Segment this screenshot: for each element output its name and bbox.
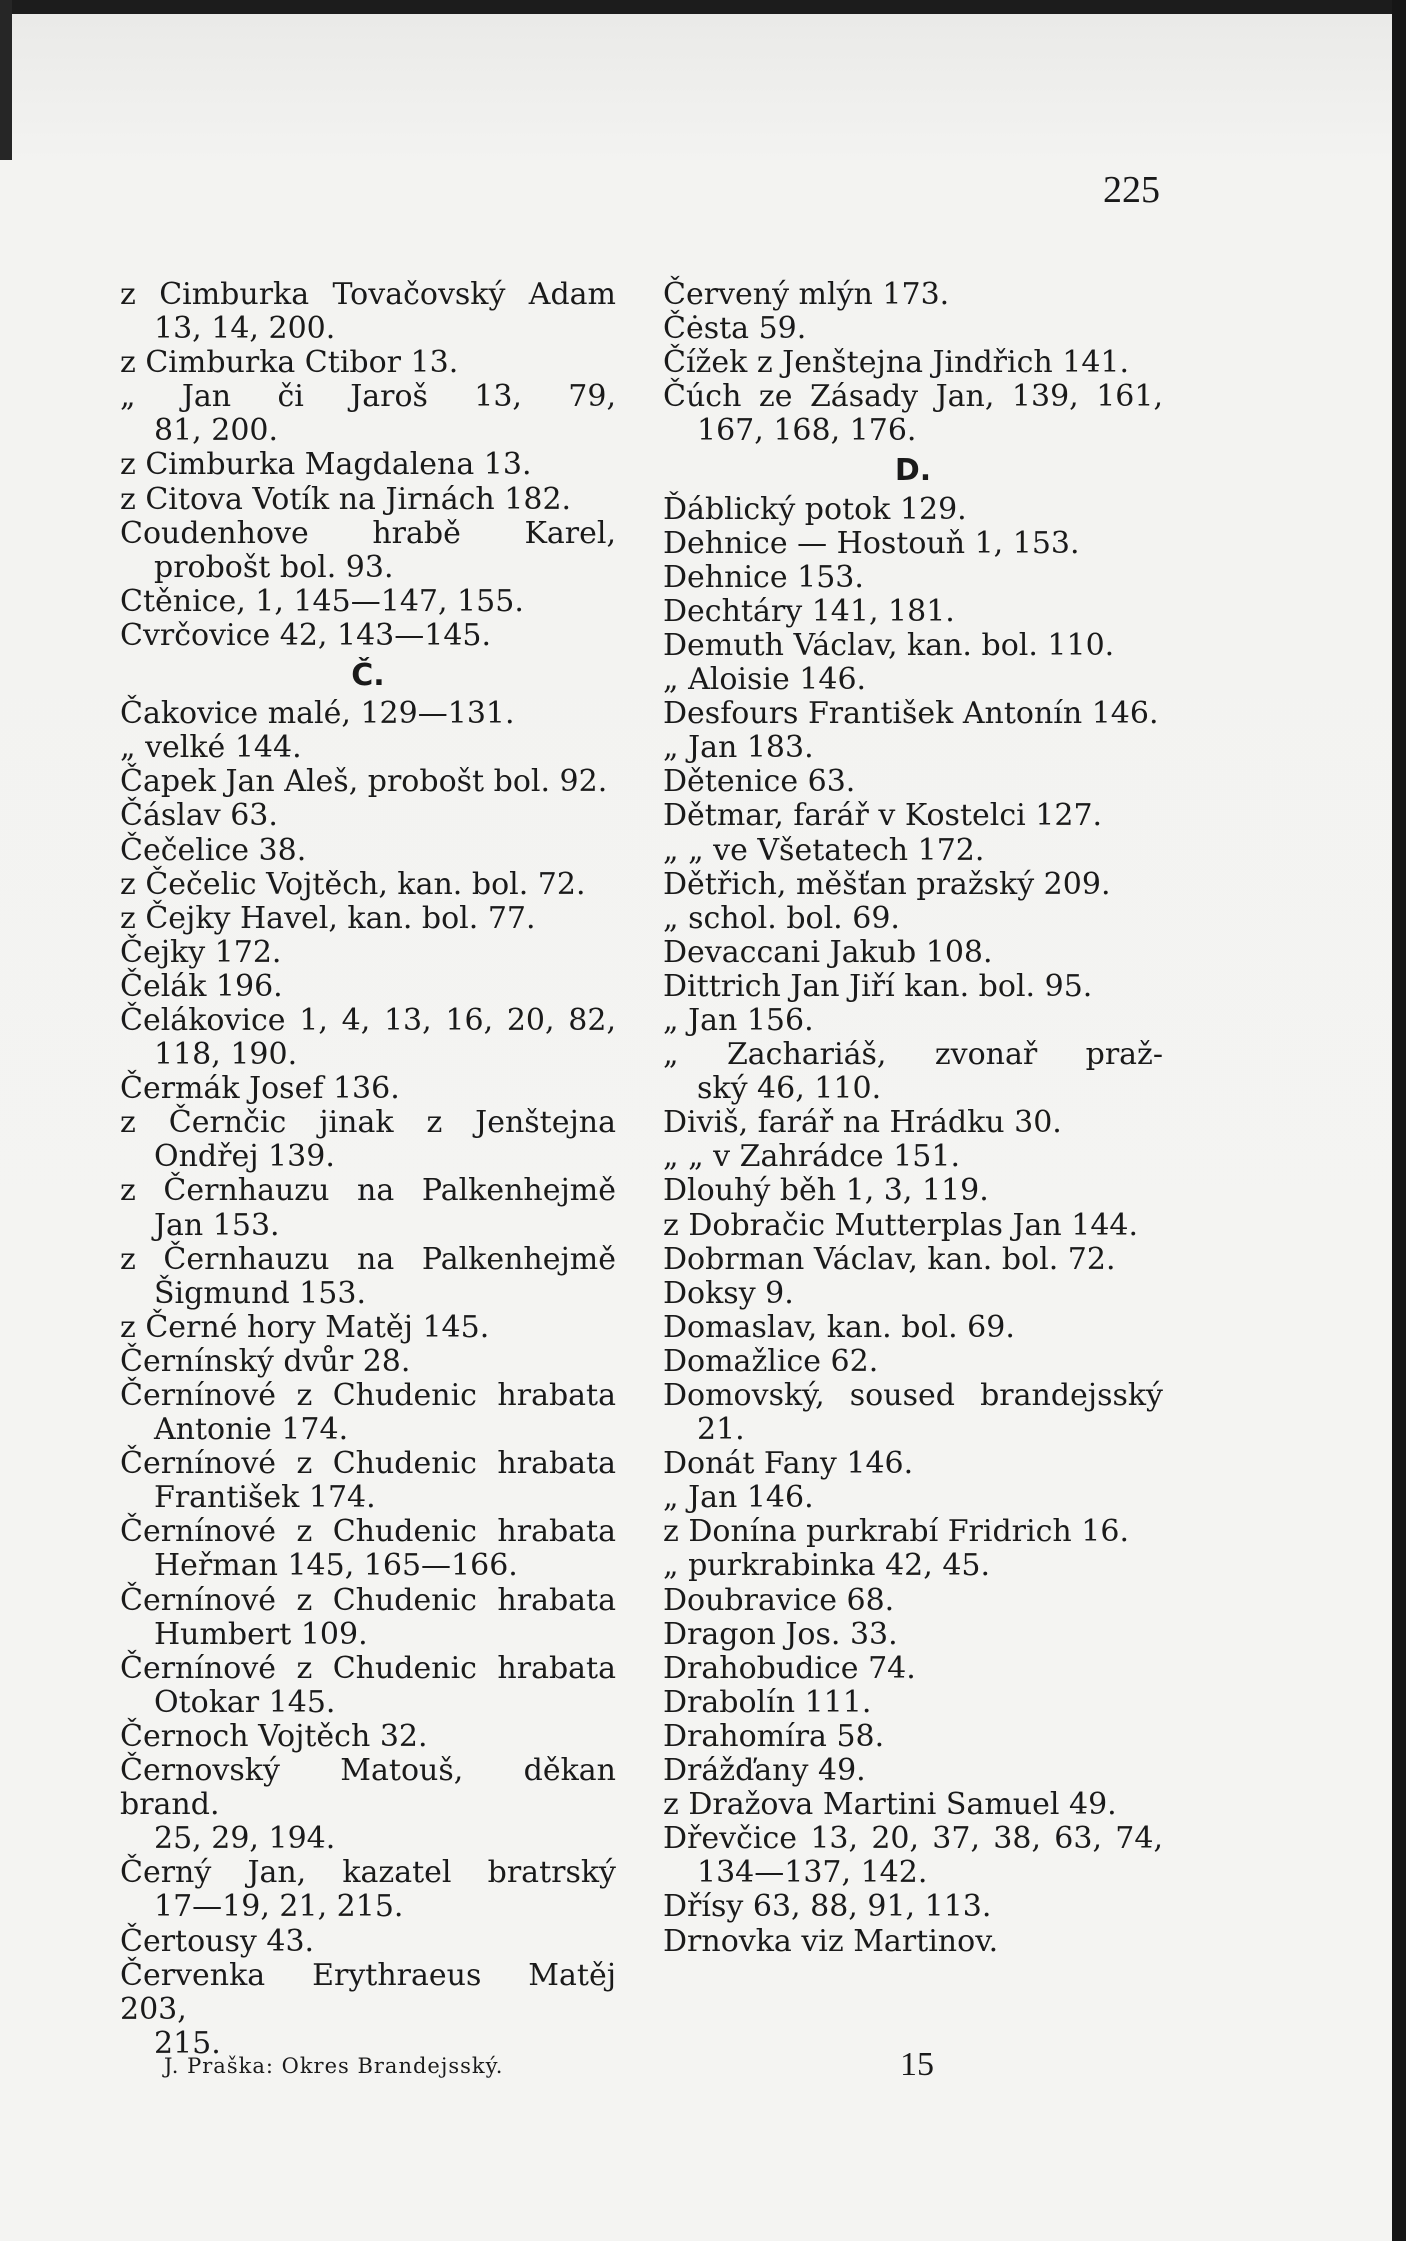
index-entry-continuation: 81, 200.	[154, 413, 279, 449]
index-entry-text: „ Aloisie 146.	[663, 662, 867, 698]
index-entry-text: Doubravice 68.	[663, 1582, 895, 1618]
index-column-left	[120, 278, 616, 2061]
index-entry	[663, 278, 1163, 312]
index-entry-text: „ Jan 183.	[663, 730, 814, 766]
index-entry-text: „ Jan či Jaroš 13, 79,	[120, 379, 616, 415]
index-entry-text: z Čečelic Vojtěch, kan. bol. 72.	[120, 866, 586, 902]
index-entry	[120, 278, 616, 346]
index-entry-continuation: Heřman 145, 165—166.	[154, 1548, 518, 1584]
index-entry	[663, 936, 1163, 970]
index-entry-text: Dětenice 63.	[663, 764, 856, 800]
index-entry-text: Domovský, soused brandejsský	[663, 1378, 1163, 1413]
index-entry	[663, 1515, 1163, 1549]
index-entry	[120, 1106, 616, 1174]
index-entry-continuation: 134—137, 142.	[697, 1855, 928, 1891]
index-entry-continuation: 118, 190.	[154, 1037, 298, 1073]
index-entry	[120, 731, 616, 765]
index-entry	[120, 585, 616, 619]
index-entry	[663, 834, 1163, 868]
index-entry-continuation: Otokar 145.	[154, 1684, 336, 1720]
index-entry-continuation: 17—19, 21, 215.	[154, 1889, 404, 1925]
index-entry	[120, 1584, 616, 1652]
index-entry-text: Ďáblický potok 129.	[663, 491, 967, 527]
index-entry	[663, 731, 1163, 765]
index-entry-continuation: Šigmund 153.	[154, 1275, 366, 1311]
index-entry	[663, 1174, 1163, 1208]
index-entry-text: z Černhauzu na Palkenhejmě	[120, 1241, 616, 1277]
index-entry-text: Dřísy 63, 88, 91, 113.	[663, 1889, 992, 1925]
index-entry-text: Čėsta 59.	[663, 311, 807, 347]
index-entry	[663, 629, 1163, 663]
index-entry	[663, 663, 1163, 697]
index-entry-text: Čermák Josef 136.	[120, 1071, 400, 1107]
index-entry-text: Černínové z Chudenic hrabata	[120, 1446, 616, 1482]
index-entry-text: Černínský dvůr 28.	[120, 1343, 411, 1379]
index-entry-text: „ „ v Zahrádce 151.	[663, 1139, 961, 1175]
index-entry	[663, 1140, 1163, 1174]
index-entry	[120, 1447, 616, 1515]
index-entry-text: Drabolín 111.	[663, 1684, 872, 1720]
index-entry-text: Černínové z Chudenic hrabata	[120, 1650, 616, 1686]
index-entry-text: z Dobračic Mutterplas Jan 144.	[663, 1207, 1139, 1243]
index-column-right	[663, 278, 1163, 1959]
index-entry-text: Černínové z Chudenic hrabata	[120, 1514, 616, 1550]
index-entry-text: „ „ ve Všetatech 172.	[663, 832, 985, 868]
index-entry-text: Čížek z Jenštejna Jindřich 141.	[663, 345, 1130, 381]
index-entry-text: Demuth Václav, kan. bol. 110.	[663, 627, 1115, 663]
index-entry-text: Čelákovice 1, 4, 13, 16, 20, 82,	[120, 1002, 616, 1038]
index-entry	[120, 1072, 616, 1106]
index-entry-text: Dechtáry 141, 181.	[663, 593, 955, 629]
index-entry	[663, 1925, 1163, 1959]
index-entry	[663, 493, 1163, 527]
page-number: 225	[1103, 169, 1160, 211]
index-entry	[663, 380, 1163, 448]
index-entry-text: Devaccani Jakub 108.	[663, 934, 993, 970]
index-entry-text: Čečelice 38.	[120, 832, 307, 868]
index-entry	[663, 1686, 1163, 1720]
index-entry-text: Dehnice 153.	[663, 559, 864, 595]
index-entry-text: Dětřich, měšťan pražský 209.	[663, 866, 1111, 902]
index-entry-text: Ctěnice, 1, 145—147, 155.	[120, 583, 524, 619]
index-entry-text: Dehnice — Hostouň 1, 153.	[663, 525, 1080, 561]
index-entry-text: Cvrčovice 42, 143—145.	[120, 617, 492, 653]
index-entry	[663, 346, 1163, 380]
index-entry-text: Dobrman Václav, kan. bol. 72.	[663, 1241, 1116, 1277]
index-entry	[663, 527, 1163, 561]
index-entry	[663, 1584, 1163, 1618]
index-entry	[120, 1720, 616, 1754]
index-entry-text: Čertousy 43.	[120, 1923, 315, 1959]
index-entry	[663, 1720, 1163, 1754]
index-entry	[663, 1106, 1163, 1140]
index-entry-text: Dragon Jos. 33.	[663, 1616, 898, 1652]
index-entry	[663, 1822, 1163, 1890]
index-entry-continuation: ský 46, 110.	[697, 1071, 882, 1107]
index-entry-text: Dlouhý běh 1, 3, 119.	[663, 1173, 989, 1209]
index-entry-text: „ Jan 156.	[663, 1002, 814, 1038]
index-entry-text: Coudenhove hrabě Karel,	[120, 515, 616, 551]
index-entry	[663, 970, 1163, 1004]
index-entry	[120, 1174, 616, 1242]
index-entry	[120, 799, 616, 833]
index-entry-text: Čúch ze Zásady Jan, 139, 161,	[663, 379, 1163, 415]
index-entry	[120, 380, 616, 448]
index-entry	[120, 936, 616, 970]
index-entry-text: Černínové z Chudenic hrabata	[120, 1378, 616, 1413]
index-entry-text: z Donína purkrabí Fridrich 16.	[663, 1514, 1129, 1550]
index-entry	[120, 970, 616, 1004]
index-entry	[120, 483, 616, 517]
index-entry	[120, 1515, 616, 1583]
index-entry	[663, 1652, 1163, 1686]
index-entry	[663, 697, 1163, 731]
index-entry	[120, 868, 616, 902]
index-entry-text: z Dražova Martini Samuel 49.	[663, 1787, 1117, 1823]
index-entry-text: Čakovice malé, 129—131.	[120, 696, 515, 732]
index-entry-text: z Citova Votík na Jirnách 182.	[120, 481, 572, 517]
index-entry	[120, 346, 616, 380]
index-entry-text: „ schol. bol. 69.	[663, 900, 900, 936]
index-entry-continuation: Antonie 174.	[154, 1412, 349, 1448]
index-entry	[663, 765, 1163, 799]
index-entry-text: Černovský Matouš, děkan brand.	[120, 1753, 616, 1823]
index-entry-continuation: Humbert 109.	[154, 1616, 368, 1652]
footer-sheet-number: 15	[900, 2046, 934, 2083]
index-entry-continuation: František 174.	[154, 1480, 376, 1516]
index-entry-text: Domaslav, kan. bol. 69.	[663, 1309, 1015, 1345]
index-entry-text: Červenka Erythraeus Matěj 203,	[120, 1957, 616, 2027]
section-heading: D.	[894, 453, 932, 489]
index-entry	[120, 1856, 616, 1924]
index-entry-text: „ Jan 146.	[663, 1480, 814, 1516]
index-entry-text: „ Zachariáš, zvonař praž-	[663, 1037, 1163, 1073]
index-entry-continuation: Ondřej 139.	[154, 1139, 335, 1175]
index-entry	[663, 799, 1163, 833]
index-entry-text: Desfours František Antonín 146.	[663, 696, 1159, 732]
index-entry-text: Drážďany 49.	[663, 1753, 866, 1789]
index-entry-text: „ purkrabinka 42, 45.	[663, 1548, 991, 1584]
index-entry	[120, 1004, 616, 1072]
index-entry-text: z Cimburka Ctibor 13.	[120, 345, 459, 381]
index-entry	[663, 1890, 1163, 1924]
index-entry-text: Drahobudice 74.	[663, 1650, 916, 1686]
index-entry-text: z Černčic jinak z Jenštejna	[120, 1105, 616, 1141]
index-entry-text: Čelák 196.	[120, 968, 283, 1004]
index-entry-text: Drnovka viz Martinov.	[663, 1923, 999, 1959]
index-entry	[120, 1345, 616, 1379]
index-entry	[663, 1754, 1163, 1788]
index-entry	[663, 1277, 1163, 1311]
index-entry-text: z Černhauzu na Palkenhejmě	[120, 1173, 616, 1209]
index-entry-text: Dřevčice 13, 20, 37, 38, 63, 74,	[663, 1821, 1163, 1857]
index-entry-text: Dětmar, farář v Kostelci 127.	[663, 798, 1103, 834]
index-entry	[663, 595, 1163, 629]
index-entry-continuation: Jan 153.	[154, 1207, 280, 1243]
index-entry-continuation: 215.	[154, 2025, 221, 2061]
index-entry	[663, 1311, 1163, 1345]
index-entry	[663, 1209, 1163, 1243]
scan-border-right	[1392, 0, 1406, 2241]
index-entry	[663, 561, 1163, 595]
index-entry	[663, 1549, 1163, 1583]
index-entry-text: z Čejky Havel, kan. bol. 77.	[120, 900, 536, 936]
index-entry-text: Čejky 172.	[120, 934, 282, 970]
index-entry-continuation: 21.	[697, 1412, 745, 1448]
index-entry-continuation: 25, 29, 194.	[154, 1821, 336, 1857]
section-heading: Č.	[351, 658, 385, 694]
index-entry-text: Domažlice 62.	[663, 1343, 879, 1379]
index-entry-text: Doksy 9.	[663, 1275, 794, 1311]
index-entry	[120, 448, 616, 482]
index-entry-text: Černoch Vojtěch 32.	[120, 1718, 428, 1754]
index-entry-continuation: 13, 14, 200.	[154, 311, 336, 347]
index-entry-text: Čapek Jan Aleš, probošt bol. 92.	[120, 764, 608, 800]
index-entry	[663, 868, 1163, 902]
index-entry	[663, 1345, 1163, 1379]
index-entry	[663, 902, 1163, 936]
index-entry-text: z Černé hory Matěj 145.	[120, 1309, 490, 1345]
index-entry-text: Čáslav 63.	[120, 798, 278, 834]
index-entry	[120, 1311, 616, 1345]
scan-border-top	[0, 0, 1406, 14]
scan-border-left	[0, 0, 12, 160]
index-entry	[663, 1379, 1163, 1447]
index-entry-text: Drahomíra 58.	[663, 1718, 885, 1754]
index-entry	[120, 1754, 616, 1856]
footer-signature: J. Praška: Okres Brandejsský.	[164, 2054, 504, 2078]
index-entry-text: „ velké 144.	[120, 730, 302, 766]
index-entry-text: Dittrich Jan Jiří kan. bol. 95.	[663, 968, 1093, 1004]
index-entry-text: z Cimburka Magdalena 13.	[120, 447, 532, 483]
index-entry	[120, 1925, 616, 1959]
index-entry	[663, 1004, 1163, 1038]
index-entry-text: Červený mlýn 173.	[663, 277, 950, 312]
index-entry	[120, 902, 616, 936]
index-entry	[120, 834, 616, 868]
index-entry-text: Donát Fany 146.	[663, 1446, 914, 1482]
index-entry	[663, 1447, 1163, 1481]
index-entry	[120, 1959, 616, 2061]
index-entry	[120, 697, 616, 731]
index-entry	[663, 1038, 1163, 1106]
index-entry	[663, 1481, 1163, 1515]
index-entry	[663, 312, 1163, 346]
index-entry-continuation: probošt bol. 93.	[154, 549, 394, 585]
index-entry	[663, 1788, 1163, 1822]
index-entry	[663, 1243, 1163, 1277]
index-entry	[120, 1379, 616, 1447]
index-entry-text: Diviš, farář na Hrádku 30.	[663, 1105, 1062, 1141]
index-entry-text: Černý Jan, kazatel bratrský	[120, 1855, 616, 1891]
index-entry	[120, 765, 616, 799]
index-entry-text: Černínové z Chudenic hrabata	[120, 1582, 616, 1618]
index-entry	[120, 517, 616, 585]
index-entry-text: z Cimburka Tovačovský Adam	[120, 277, 616, 312]
index-entry	[120, 1243, 616, 1311]
index-entry	[663, 1618, 1163, 1652]
index-entry	[120, 619, 616, 653]
index-entry	[120, 1652, 616, 1720]
index-entry-continuation: 167, 168, 176.	[697, 413, 917, 449]
